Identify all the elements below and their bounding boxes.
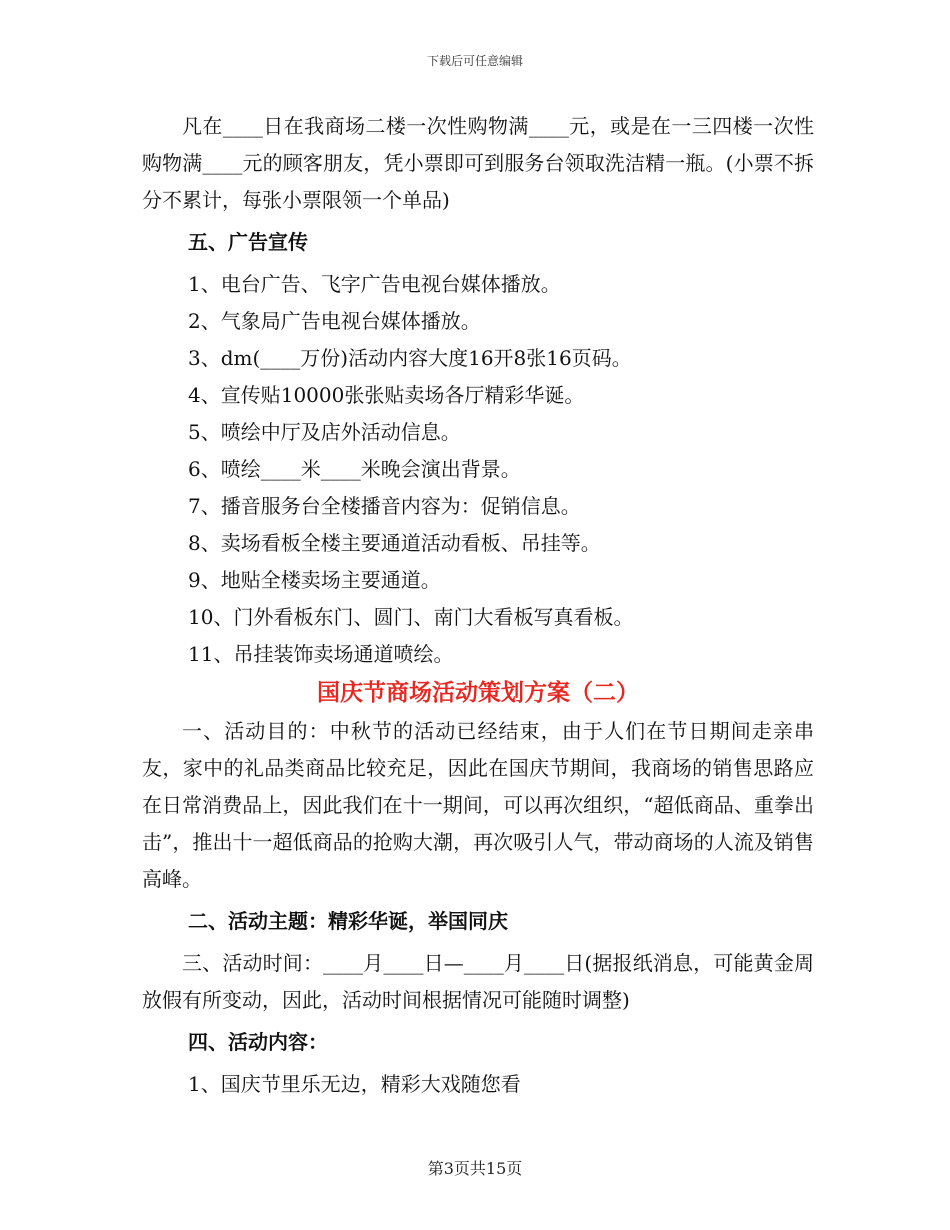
time-paragraph: 三、活动时间：____月____日—____月____日(据报纸消息，可能黄金周放假有所变动，因此，活动时间根据情况可能随时调整) [142,951,814,1012]
ad-item: 7、播音服务台全楼播音内容为：促销信息。 [188,494,581,518]
ad-item: 6、喷绘____米____米晚会演出背景。 [188,457,521,481]
document-body [142,108,814,1103]
content-heading: 四、活动内容： [188,1030,328,1054]
section-heading-advertising: 五、广告宣传 [188,230,308,254]
document-title: 国庆节商场活动策划方案（二） [317,679,639,706]
ad-item: 3、dm(____万份)活动内容大度16开8张16页码。 [188,346,632,370]
ad-item: 2、气象局广告电视台媒体播放。 [188,309,481,333]
page-header: 下载后可任意编辑 [426,54,523,68]
ad-item: 4、宣传贴10000张张贴卖场各厅精彩华诞。 [188,383,585,407]
intro-paragraph: 凡在____日在我商场二楼一次性购物满____元，或是在一三四楼一次性购物满____元的顾客朋友，凭小票即可到服务台领取洗洁精一瓶。(小票不拆分不累计，每张小票限领一个单品) [142,114,814,212]
page-footer: 第3页共15页 [427,1159,523,1178]
ad-item: 9、地贴全楼卖场主要通道。 [188,568,441,592]
theme-heading: 二、活动主题：精彩华诞，举国同庆 [188,909,508,933]
ad-item: 5、喷绘中厅及店外活动信息。 [188,420,461,444]
ad-item: 11、吊挂装饰卖场通道喷绘。 [188,642,454,666]
content-item: 1、国庆节里乐无边，精彩大戏随您看 [188,1072,521,1096]
ad-item: 10、门外看板东门、圆门、南门大看板写真看板。 [188,605,634,629]
ad-item: 1、电台广告、飞字广告电视台媒体播放。 [188,272,561,296]
ad-item: 8、卖场看板全楼主要通道活动看板、吊挂等。 [188,531,601,555]
purpose-paragraph: 一、活动目的：中秋节的活动已经结束，由于人们在节日期间走亲串友，家中的礼品类商品比较充足，因此在国庆节期间，我商场的销售思路应在日常消费品上，因此我们在十一期间，可以再次组织，“超低商品、重拳出击”，推出十一超低商品的抢购大潮，再次吸引人气，带动商场的人流及销售高峰。 [142,719,814,891]
